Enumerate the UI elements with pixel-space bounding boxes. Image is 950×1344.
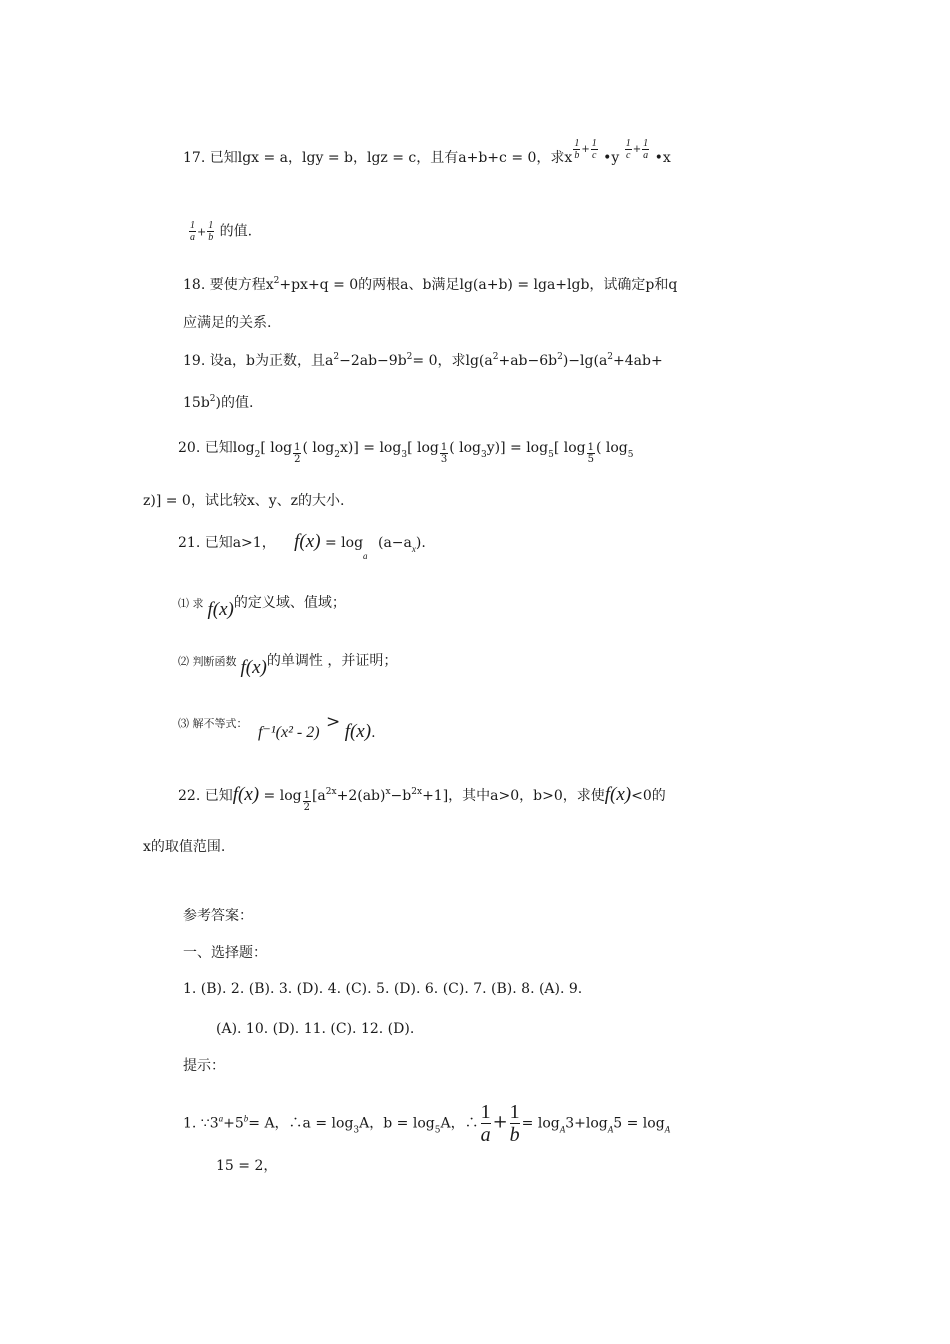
- q21-part2: ⑵ 判断函数 f(x)的单调性 ，并证明；: [178, 653, 398, 678]
- hint-1-line2: 15 = 2，: [216, 1158, 278, 1174]
- q20-line2: z)] = 0，试比较x、y、z的大小.: [143, 493, 345, 509]
- q22-line2: x的取值范围.: [143, 839, 226, 855]
- q22-line1: 22. 已知f(x) = log $\frac{1}{2}$ $[a^{2x}+2(ab)^x-b^{2x}+1]$，其中a>0，b>0，求使f(x)<0的: [178, 784, 666, 813]
- q17-line1: 17. 已知lgx = a，lgy = b，lgz = c，且有a+b+c = 0，求x $\frac{1}{b}$ + $\frac{1}{c}$ •y $\frac{1}{c}$ + $\frac{1}{a}$ •x: [183, 138, 671, 166]
- hint-1-line1: 1. $\because 3^a+5^b= A$，∴a = $\log_3A$，$b = \log_5A$，∴ $\frac{1}{a}$ + $\frac{1}{b}$ = $\log_A3+\log_A5 = \log_A$: [183, 1101, 671, 1146]
- q21-part3: ⑶ 解不等式： f⁻¹(x² - 2) > f(x).: [178, 712, 376, 742]
- fx-symbol: f(x): [294, 531, 321, 552]
- answers-title: 参考答案：: [183, 908, 253, 924]
- hints-title: 提示：: [183, 1058, 225, 1074]
- q17-text: 17. 已知lgx = a，lgy = b，lgz = c，且有a+b+c = 0，求x: [183, 150, 573, 166]
- answers-row-2: (A). 10. (D). 11. (C). 12. (D).: [216, 1021, 415, 1037]
- q17-exponent-3: $\frac{1}{a}$: [190, 220, 195, 243]
- q18-line2: 应满足的关系.: [183, 315, 272, 331]
- q18-line1: 18. 要使方程$x^2+px+q = 0$的两根a、b满足lg(a+b) = lga+lgb，试确定p和q: [183, 276, 678, 293]
- answers-section-1: 一、选择题：: [183, 945, 267, 961]
- q20-line1: 20. 已知$\log_2$[ log $\frac{1}{2}$ ( $\log_2x)] = \log_3$[ log $\frac{1}{3}$ ( $\log_3y)] = \log_5$[ log $\frac{1}{5}$ ( $\log_5$: [178, 440, 634, 465]
- answers-row-1: 1. (B). 2. (B). 3. (D). 4. (C). 5. (D). 6. (C). 7. (B). 8. (A). 9.: [183, 981, 583, 997]
- q21-part1: ⑴ 求 f(x)的定义域、值域；: [178, 595, 346, 620]
- q19-line1: 19. 设a，b为正数，且$a^2-2ab-9b^2= 0$，求$\lg(a^2+ab-6b^2)-\lg(a^2+4ab+$: [183, 352, 663, 369]
- q17-line2: $\frac{1}{a}$ + $\frac{1}{b}$ 的值.: [190, 220, 253, 243]
- q17-exponent-1: $\frac{1}{b}$ + $\frac{1}{c}$: [574, 138, 597, 161]
- q17-exponent-2: $\frac{1}{c}$ + $\frac{1}{a}$: [625, 138, 649, 161]
- q21-line1: 21. 已知a>1， $f(x) = \log_a (a-a_x)$.: [178, 531, 426, 561]
- q19-line2: $15b^2$)的值.: [183, 394, 254, 411]
